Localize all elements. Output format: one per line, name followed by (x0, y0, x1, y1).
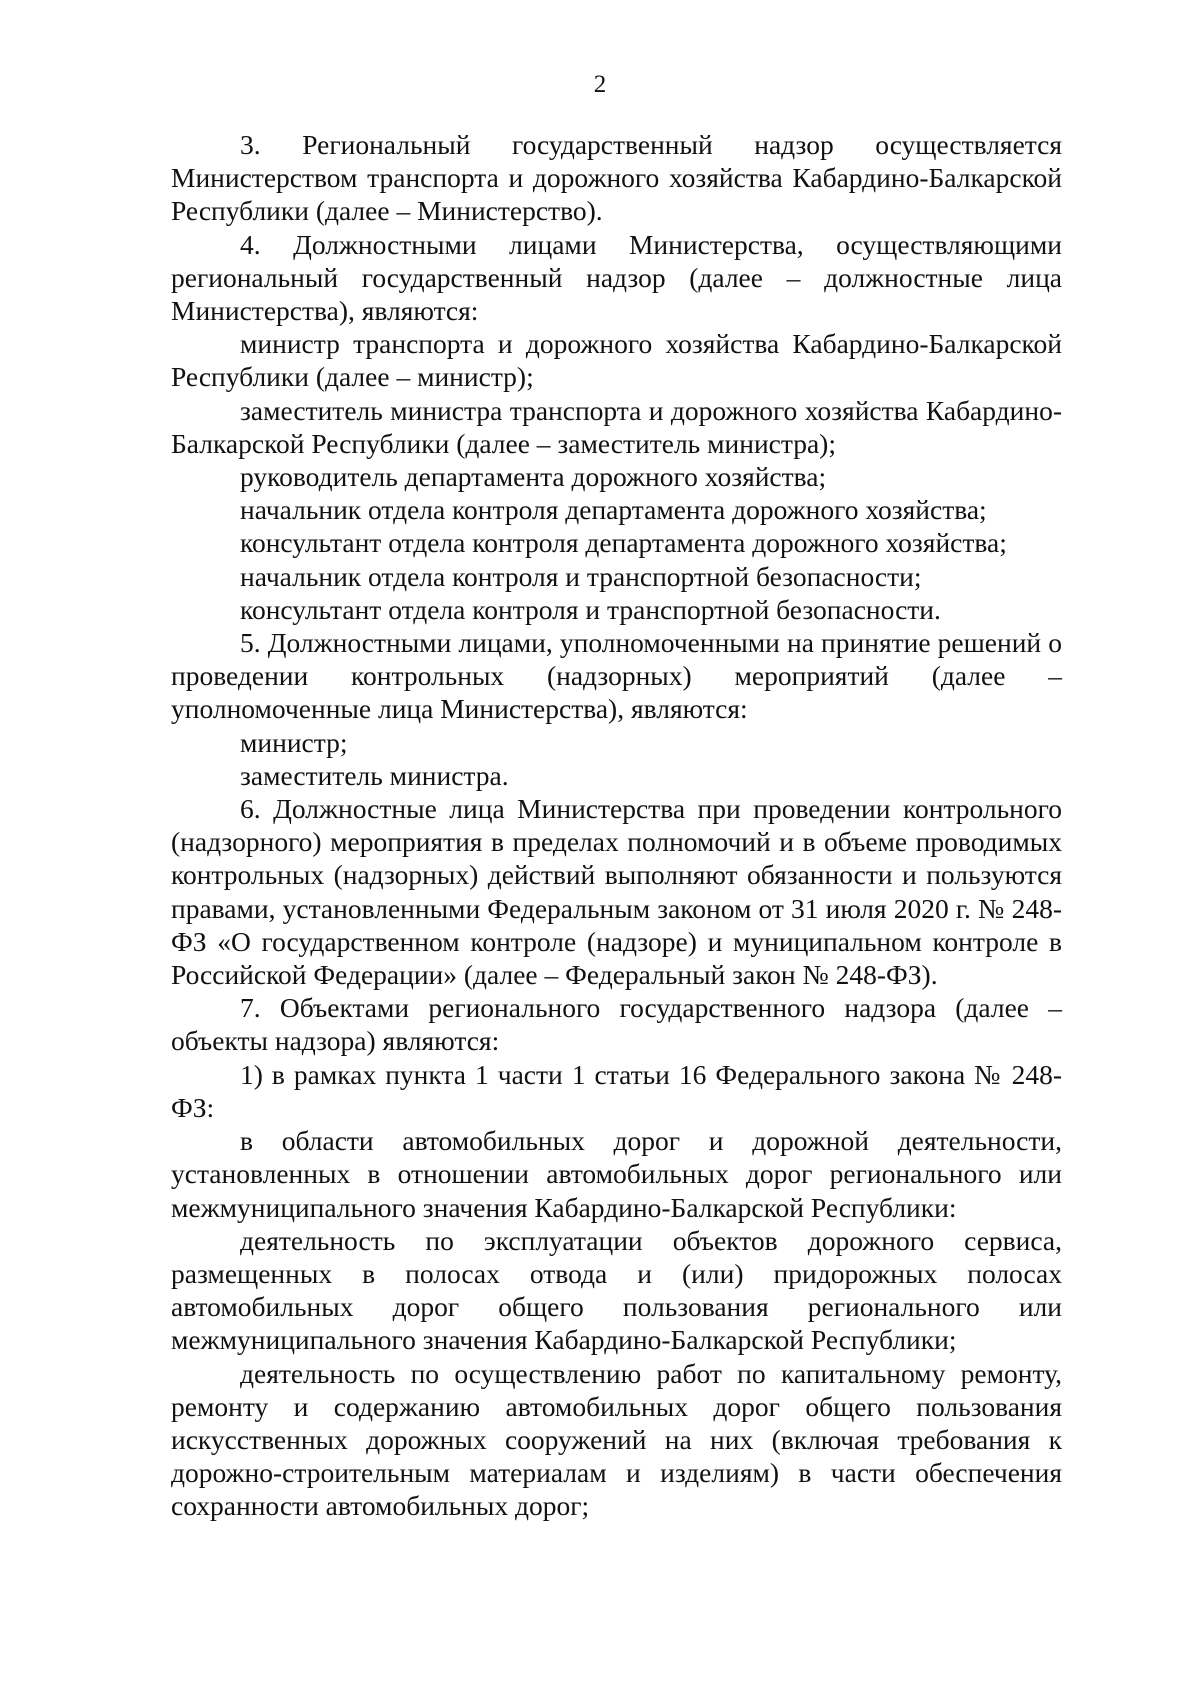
subparagraph-1-article-16: 1) в рамках пункта 1 части 1 статьи 16 Федерального закона № 248-ФЗ: (171, 1058, 1062, 1123)
paragraph-4-officials: 4. Должностными лицами Министерства, осуществляющими региональный государственный надзор (далее – должностные лица Министерства), являются: (171, 228, 1062, 327)
paragraph-5-authorized-persons: 5. Должностными лицами, уполномоченными на принятие решений о проведении контрольных (надзорных) мероприятий (далее – уполномоченные лица Министерства), являются: (171, 627, 1062, 725)
list-item-department-head: руководитель департамента дорожного хозяйства; (240, 461, 827, 493)
paragraph-road-repair-works: деятельность по осуществлению работ по капитальному ремонту, ремонту и содержанию автомобильных дорог общего пользования искусственных дорожных сооружений на них (включая требования к дорожно-строительным материалам и изделиям) в части обеспечения сохранности автомобильных дорог; (171, 1357, 1062, 1522)
list-item-security-division-consultant: консультант отдела контроля и транспортной безопасности. (240, 593, 941, 625)
list-item-minister: министр транспорта и дорожного хозяйства Кабардино-Балкарской Республики (далее – министр); (171, 328, 1062, 393)
paragraph-6-duties-and-rights: 6. Должностные лица Министерства при проведении контрольного (надзорного) мероприятия в пределах полномочий и в объеме проводимых контрольных (надзорных) действий выполняют обязанности и пользуются правами, установленными Федеральным законом от 31 июля 2020 г. № 248-ФЗ «О государственном контроле (надзоре) и муниципальном контроле в Российской Федерации» (далее – Федеральный закон № 248-ФЗ). (171, 793, 1062, 991)
page-number: 2 (593, 71, 607, 98)
list-item-authorized-deputy: заместитель министра. (240, 759, 509, 791)
paragraph-3-supervisory-body: 3. Региональный государственный надзор осуществляется Министерством транспорта и дорожного хозяйства Кабардино-Балкарской Республики (далее – Министерство). (171, 129, 1062, 227)
paragraph-road-service-operation: деятельность по эксплуатации объектов дорожного сервиса, размещенных в полосах отвода и (или) придорожных полосах автомобильных дорог общего пользования регионального или межмуниципального значения Кабардино-Балкарской Республики; (171, 1224, 1062, 1356)
list-item-authorized-minister: министр; (240, 726, 348, 758)
paragraph-roads-area: в области автомобильных дорог и дорожной деятельности, установленных в отношении автомобильных дорог регионального или межмуниципального значения Кабардино-Балкарской Республики: (171, 1125, 1062, 1223)
list-item-control-division-head: начальник отдела контроля департамента дорожного хозяйства; (240, 494, 987, 526)
document-body (171, 128, 1062, 1523)
list-item-deputy-minister: заместитель министра транспорта и дорожного хозяйства Кабардино-Балкарской Республики (далее – заместитель министра); (171, 394, 1062, 459)
paragraph-7-supervision-objects: 7. Объектами регионального государственного надзора (далее – объекты надзора) являются: (171, 992, 1062, 1057)
list-item-control-division-consultant: консультант отдела контроля департамента дорожного хозяйства; (240, 527, 1007, 559)
list-item-security-division-head: начальник отдела контроля и транспортной безопасности; (240, 560, 922, 592)
